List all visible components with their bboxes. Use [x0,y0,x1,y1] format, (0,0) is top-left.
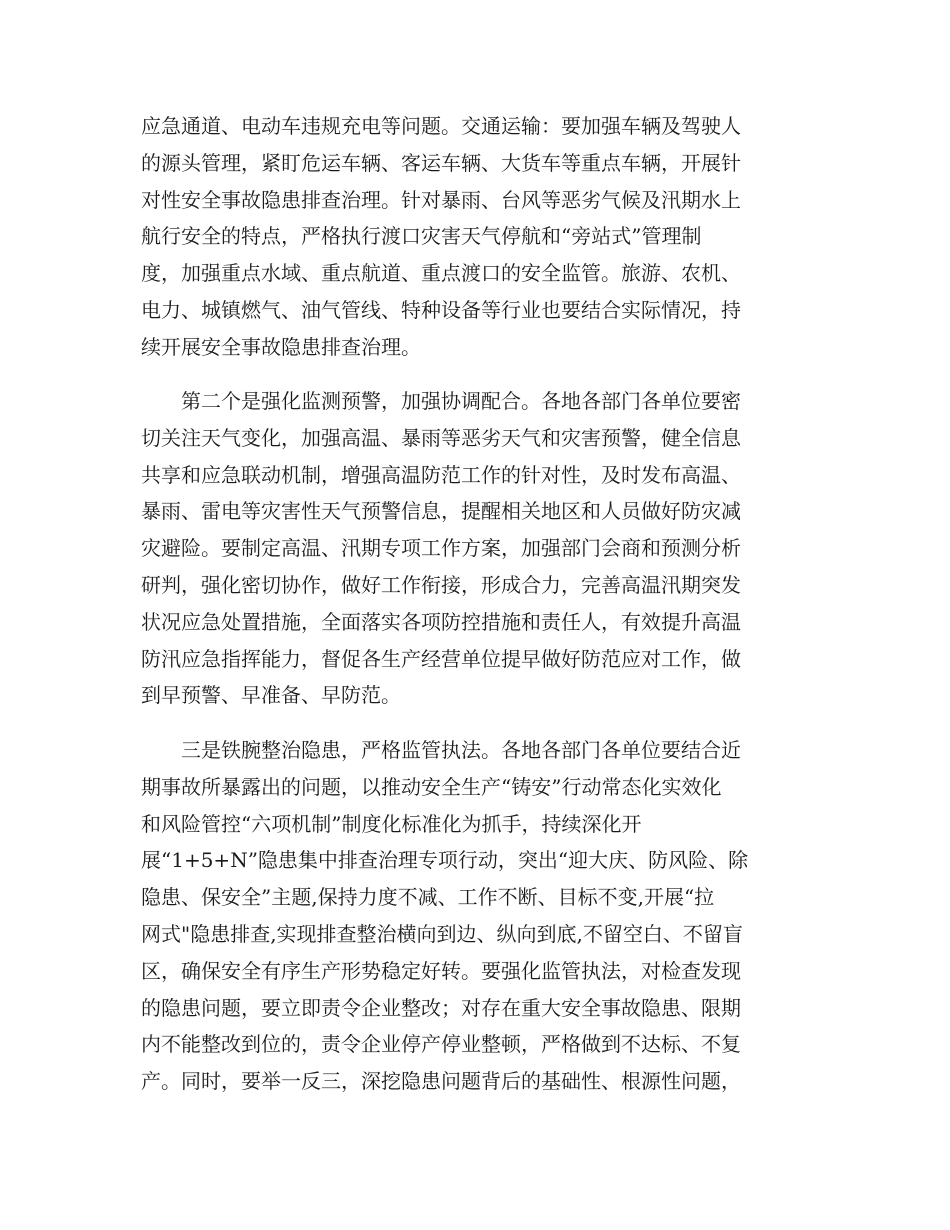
text-line: 状况应急处置措施，全面落实各项防控措施和责任人，有效提升高温 [141,609,741,634]
paragraph-1 [141,108,811,366]
text-line: 共享和应急联动机制，增强高温防范工作的针对性，及时发布高温、 [141,462,741,487]
text-line: 和风险管控“六项机制”制度化标准化为抓手，持续深化开 [141,811,642,836]
text-line: 航行安全的特点，严格执行渡口灾害天气停航和“旁站式”管理制 [141,224,702,249]
paragraph-3 [141,732,811,1100]
text-line: 网式"隐患排查,实现排查整治横向到边、纵向到底,不留空白、不留盲 [141,921,743,946]
text-line: 内不能整改到位的，责令企业停产停业整顿，严格做到不达标、不复 [141,1032,741,1057]
text-line: 第二个是强化监测预警，加强协调配合。各地各部门各单位要密 [141,389,741,413]
text-line: 展“1+5+N”隐患集中排查治理专项行动，突出“迎大庆、防风险、除 [141,848,749,873]
text-line: 度，加强重点水域、重点航道、重点渡口的安全监管。旅游、农机、 [141,261,741,286]
text-line: 电力、城镇燃气、油气管线、特种设备等行业也要结合实际情况，持 [141,297,741,322]
text-line: 产。同时，要举一反三，深挖隐患问题背后的基础性、根源性问题， [141,1069,741,1094]
paragraph-2 [141,383,811,714]
text-line: 暴雨、雷电等灾害性天气预警信息，提醒相关地区和人员做好防灾减 [141,499,741,524]
text-line: 灾避险。要制定高温、汛期专项工作方案，加强部门会商和预测分析 [141,536,741,561]
text-line: 的隐患问题，要立即责令企业整改；对存在重大安全事故隐患、限期 [141,995,741,1020]
text-line: 续开展安全事故隐患排查治理。 [141,334,421,359]
text-line: 区，确保安全有序生产形势稳定好转。要强化监管执法，对检查发现 [141,958,741,983]
text-line: 到早预警、早准备、早防范。 [141,683,401,708]
text-line: 应急通道、电动车违规充电等问题。交通运输：要加强车辆及驾驶人 [141,114,741,138]
text-line: 期事故所暴露出的问题，以推动安全生产“铸安”行动常态化实效化 [141,774,722,799]
text-line: 防汛应急指挥能力，督促各生产经营单位提早做好防范应对工作，做 [141,646,741,671]
text-line: 三是铁腕整治隐患，严格监管执法。各地各部门各单位要结合近 [141,738,741,762]
text-line: 切关注天气变化，加强高温、暴雨等恶劣天气和灾害预警，健全信息 [141,425,741,450]
text-line: 对性安全事故隐患排查治理。针对暴雨、台风等恶劣气候及汛期水上 [141,187,741,212]
text-line: 隐患、保安全”主题,保持力度不减、工作不断、目标不变,开展“拉 [141,885,715,910]
text-line: 研判，强化密切协作，做好工作衔接，形成合力，完善高温汛期突发 [141,572,741,597]
text-line: 的源头管理，紧盯危运车辆、客运车辆、大货车等重点车辆，开展针 [141,150,741,175]
